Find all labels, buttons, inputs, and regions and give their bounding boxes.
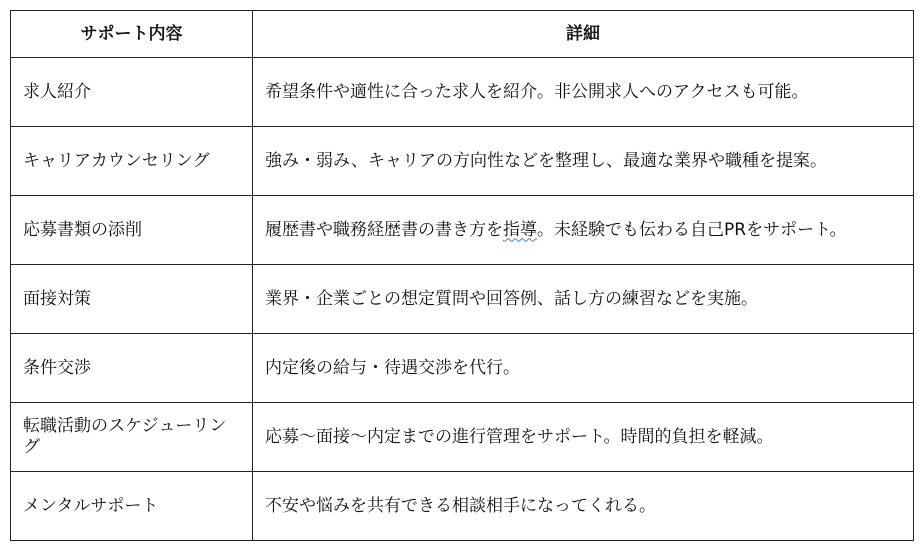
- table-row: [11, 334, 914, 403]
- support-item: 転職活動のスケジューリング: [11, 403, 253, 472]
- support-detail: 強み・弱み、キャリアの方向性などを整理し、最適な業界や職種を提案。: [253, 127, 914, 196]
- support-item: 面接対策: [11, 265, 253, 334]
- support-detail: 希望条件や適性に合った求人を紹介。非公開求人へのアクセスも可能。: [253, 58, 914, 127]
- support-detail: 業界・企業ごとの想定質問や回答例、話し方の練習などを実施。: [253, 265, 914, 334]
- table-row: [11, 403, 914, 472]
- support-item: キャリアカウンセリング: [11, 127, 253, 196]
- table-row: [11, 127, 914, 196]
- support-table-container: [10, 10, 913, 541]
- table-row: [11, 196, 914, 265]
- support-item: 応募書類の添削: [11, 196, 253, 265]
- header-details: 詳細: [253, 11, 914, 58]
- table-row: [11, 265, 914, 334]
- header-row: [11, 11, 914, 58]
- header-support-content: サポート内容: [11, 11, 253, 58]
- support-item: 求人紹介: [11, 58, 253, 127]
- support-detail: 不安や悩みを共有できる相談相手になってくれる。: [253, 472, 914, 541]
- table-row: [11, 58, 914, 127]
- support-detail: [253, 196, 914, 265]
- support-table: [10, 10, 914, 541]
- table-row: [11, 472, 914, 541]
- detail-text: 。未経験でも伝わる自己PRをサポート。: [537, 219, 847, 240]
- support-detail: 内定後の給与・待遇交渉を代行。: [253, 334, 914, 403]
- support-detail: 応募〜面接〜内定までの進行管理をサポート。時間的負担を軽減。: [253, 403, 914, 472]
- detail-text: 履歴書や職務経歴書の書き方を: [265, 219, 503, 240]
- support-item: メンタルサポート: [11, 472, 253, 541]
- spellcheck-marked-word: 指導: [503, 219, 537, 240]
- support-item: 条件交渉: [11, 334, 253, 403]
